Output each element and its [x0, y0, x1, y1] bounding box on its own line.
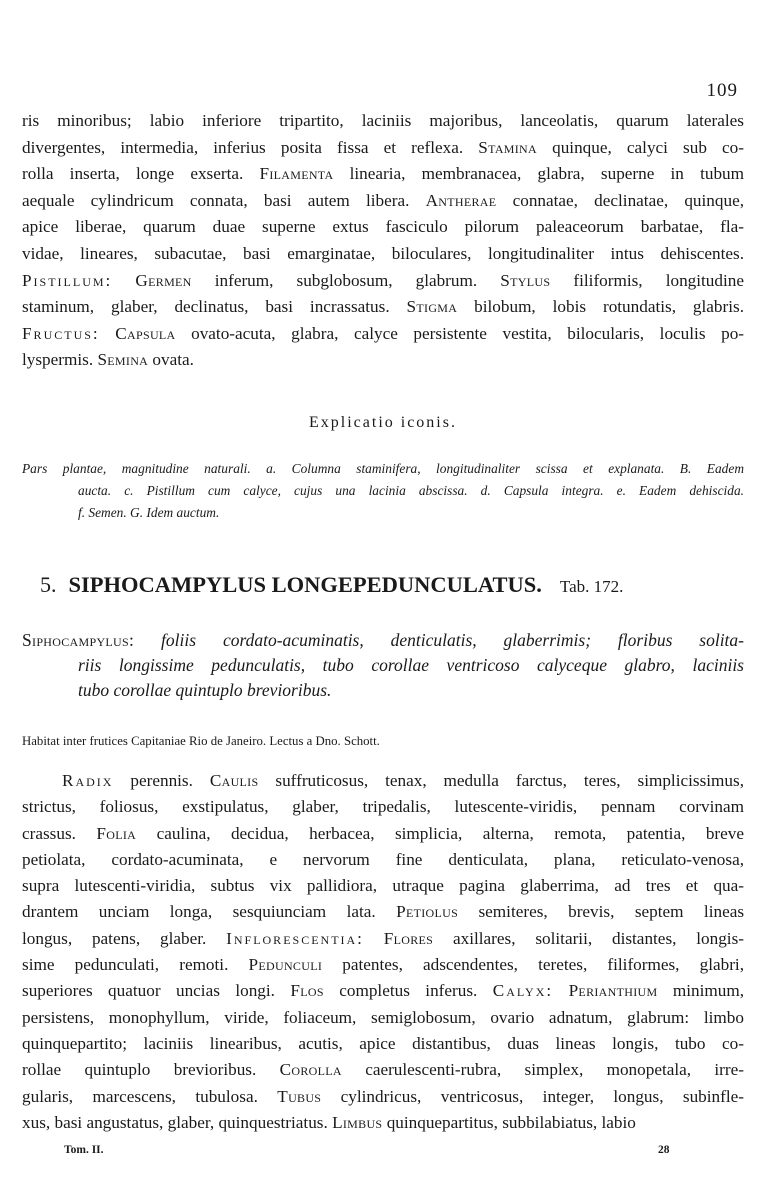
small-caps-term: Semina: [97, 350, 149, 370]
text-run: divergentes, intermedia, inferius posita fissa et reflexa.: [22, 137, 479, 157]
small-caps-term: Stylus: [500, 270, 551, 290]
text-run: vidae, lineares, subacutae, basi emarginatae, biloculares, longitudinaliter intus dehiscentes.: [22, 243, 744, 263]
text-run: gularis, marcescens, tubulosa.: [22, 1086, 278, 1106]
section-term: Inflorescentia:: [226, 928, 364, 948]
small-caps-term: Tubus: [277, 1086, 322, 1106]
text-run: drantem unciam longa, sesquiunciam lata.: [22, 902, 397, 922]
text-run: cylindricus, ventricosus, integer, longus, subinfle-: [321, 1086, 744, 1106]
text-run: perennis.: [113, 771, 210, 790]
text-line: [22, 1031, 744, 1057]
species-heading: [40, 572, 740, 598]
text-line: [22, 1005, 744, 1031]
section-term: Pistillum:: [22, 270, 113, 290]
text-run: lyspermis.: [22, 350, 98, 370]
text-run: caerulescenti-rubra, simplex, monopetala, irre-: [341, 1060, 744, 1080]
text-line: [22, 873, 744, 899]
diagnosis-text: foliis cordato-acuminatis, denticulatis, glaberrimis; floribus solita-: [134, 630, 744, 650]
text-run: longus, patens, glaber.: [22, 928, 227, 948]
volume-label: Tom. II.: [64, 1144, 104, 1156]
text-line: [22, 241, 744, 268]
text-run: axillares, solitarii, distantes, longis-: [433, 928, 744, 948]
text-run: ris minoribus; labio inferiore tripartito, laciniis majoribus, lanceolatis, quarum laterales: [22, 111, 744, 130]
small-caps-term: Capsula: [115, 323, 176, 343]
species-name: SIPHOCAMPYLUS LONGEPEDUNCULATUS.: [68, 572, 542, 597]
text-run: persistens, monophyllum, viride, foliaceum, semiglobosum, ovario adnatum, glabrum: limbo: [22, 1007, 744, 1027]
text-run: caulina, decidua, herbacea, simplicia, alterna, remota, patentia, breve: [136, 823, 744, 843]
text-run: rolla inserta, longe exserta.: [22, 164, 260, 184]
text-run: petiolata, cordato-acuminata, e nervorum fine denticulata, plana, reticulato-venosa,: [22, 849, 744, 869]
text-line: [22, 214, 744, 241]
text-line: [22, 188, 744, 215]
text-line: [22, 347, 744, 374]
small-caps-term: Corolla: [279, 1060, 342, 1080]
text-run: superiores quatuor uncias longi.: [22, 981, 291, 1001]
small-caps-term: Stigma: [406, 297, 458, 317]
explicatio-line: f. Semen. G. Idem auctum.: [78, 505, 220, 520]
plate-reference: Tab. 172.: [559, 577, 624, 596]
text-run: quinquepartito; laciniis linearibus, acutis, apice distantibus, duas lineas longis, tubo co-: [22, 1033, 744, 1053]
text-line: [22, 926, 744, 952]
text-run: staminum, glaber, declinatus, basi incrassatus.: [22, 297, 407, 317]
text-run: filiformis, longitudine: [550, 270, 744, 290]
small-caps-term: Petiolus: [396, 902, 459, 922]
text-run: quinque, calyci sub co-: [537, 137, 744, 157]
diagnosis-line: [22, 628, 744, 653]
explicatio-heading: Explicatio iconis.: [309, 414, 457, 431]
text-line: [22, 768, 744, 794]
text-run: semiteres, brevis, septem lineas: [458, 902, 744, 922]
text-run: quinquepartitus, subbilabiatus, labio: [382, 1112, 636, 1132]
text-run: completus inferus.: [323, 981, 493, 1001]
text-run: linearia, membranacea, glabra, superne in tubum: [333, 164, 744, 184]
description: [22, 768, 744, 1136]
habitat: Habitat inter frutices Capitaniae Rio de Janeiro. Lectus a Dno. Schott.: [22, 734, 380, 748]
diagnosis-line: riis longissime pedunculatis, tubo corollae ventricoso calyceque glabro, laciniis: [78, 655, 744, 675]
text-line: [22, 161, 744, 188]
signature-mark: 28: [658, 1144, 670, 1156]
text-run: supra lutescenti-viridia, subtus vix pallidiora, utraque pagina glaberrima, ad tres et qua-: [22, 876, 744, 896]
text-run: ovato-acuta, glabra, calyce persistente vestita, bilocularis, loculis po-: [175, 323, 744, 343]
explicatio-text: [22, 458, 744, 524]
text-run: crassus.: [22, 823, 97, 843]
description-continued: [22, 108, 744, 374]
text-run: suffruticosus, tenax, medulla farctus, teres, simplicissimus,: [258, 771, 744, 790]
text-line: [22, 321, 744, 348]
section-term: Radix: [62, 771, 114, 790]
footer: [0, 1144, 766, 1162]
section-term: Calyx:: [492, 981, 554, 1001]
small-caps-term: Antherae: [425, 190, 497, 210]
small-caps-term: Flores: [383, 928, 434, 948]
small-caps-term: Stamina: [478, 137, 537, 157]
small-caps-term: Germen: [135, 270, 192, 290]
text-line: [22, 268, 744, 295]
diagnosis-genus: Siphocampylus:: [22, 630, 135, 650]
text-line: [22, 294, 744, 321]
diagnosis-line: tubo corollae quintuplo brevioribus.: [78, 680, 332, 700]
small-caps-term: Flos: [290, 981, 324, 1001]
text-line: [22, 1057, 744, 1083]
text-line: [22, 899, 744, 925]
text-line: [22, 108, 744, 135]
text-run: aequale cylindricum connata, basi autem libera.: [22, 190, 426, 210]
explicatio-line: Pars plantae, magnitudine naturali. a. Columna staminifera, longitudinaliter scissa et explanata. B. Eadem: [22, 461, 744, 476]
text-run: [112, 271, 135, 290]
small-caps-term: Perianthium: [568, 981, 658, 1001]
small-caps-term: Limbus: [332, 1112, 383, 1132]
text-line: [22, 1110, 744, 1136]
small-caps-term: Pedunculi: [248, 955, 323, 975]
text-run: apice liberae, quarum duae superne extus fasciculo pilorum paleaceorum barbatae, fla-: [22, 217, 744, 237]
diagnosis: [22, 628, 744, 703]
section-term: Fructus:: [22, 323, 100, 343]
text-run: [364, 929, 384, 948]
text-run: [100, 324, 116, 343]
text-run: [553, 981, 568, 1000]
explicatio-line: aucta. c. Pistillum cum calyce, cujus una lacinia abscissa. d. Capsula integra. e. Eadem dehiscida.: [78, 483, 744, 498]
text-line: [22, 1084, 744, 1110]
text-run: strictus, foliosus, exstipulatus, glaber, tripedalis, lutescente-viridis, pennam corvinam: [22, 797, 744, 817]
small-caps-term: Folia: [96, 823, 137, 843]
species-number: 5.: [40, 572, 57, 597]
text-run: ovata.: [148, 350, 194, 370]
text-run: connatae, declinatae, quinque,: [496, 190, 744, 210]
text-line: [22, 794, 744, 820]
text-line: [22, 978, 744, 1004]
small-caps-term: Filamenta: [259, 164, 334, 184]
text-run: rollae quintuplo brevioribus.: [22, 1060, 280, 1080]
text-line: [22, 952, 744, 978]
page-number: 109: [706, 80, 738, 101]
text-run: bilobum, lobis rotundatis, glabris.: [457, 297, 744, 317]
text-line: [22, 135, 744, 162]
small-caps-term: Caulis: [209, 771, 259, 790]
text-line: [22, 847, 744, 873]
text-run: patentes, adscendentes, teretes, filiformes, glabri,: [322, 955, 744, 975]
text-line: [22, 821, 744, 847]
text-run: inferum, subglobosum, glabrum.: [191, 270, 501, 290]
text-run: xus, basi angustatus, glaber, quinquestriatus.: [22, 1112, 333, 1132]
text-run: sime pedunculati, remoti.: [22, 955, 249, 975]
text-run: minimum,: [657, 981, 744, 1001]
